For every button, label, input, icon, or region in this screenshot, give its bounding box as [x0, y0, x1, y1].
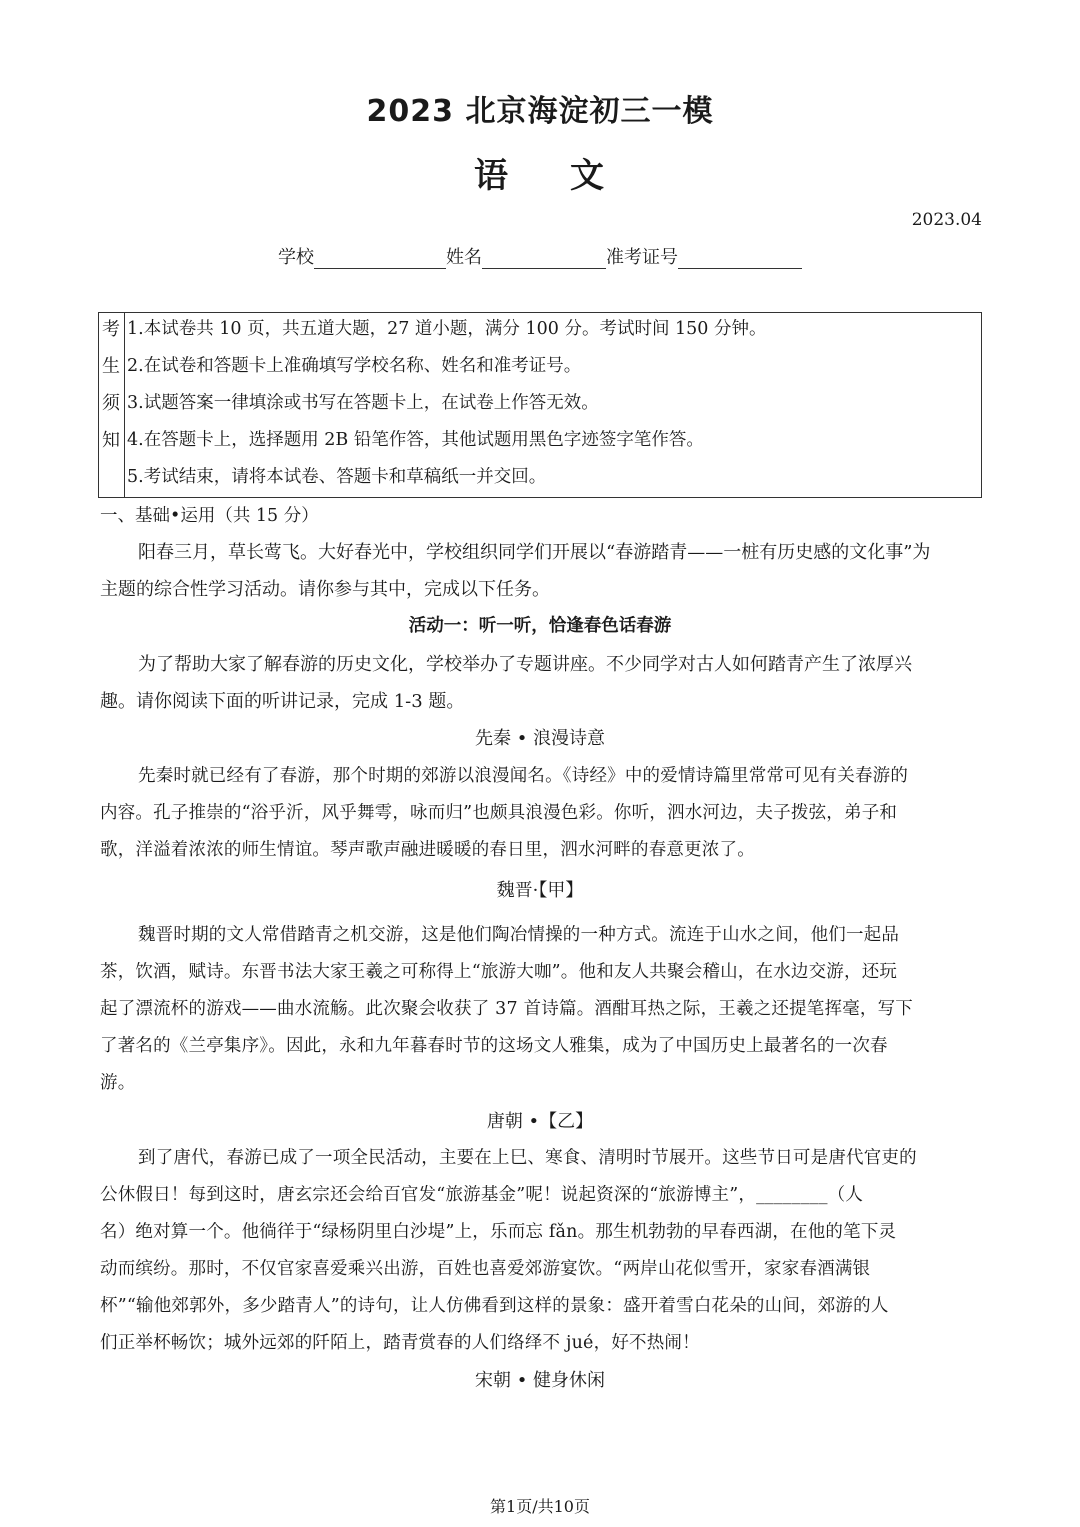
name-label: 姓名: [446, 247, 482, 268]
exam-date: 2023.04: [911, 210, 982, 230]
school-label: 学校: [278, 247, 314, 268]
passage-line: 动而缤纷。那时，不仅官家喜爱乘兴出游，百姓也喜爱郊游宴饮。“两岸山花似雪开，家家春酒满银: [100, 1259, 871, 1279]
notice-rule: 4.在答题卡上，选择题用 2B 铅笔作答，其他试题用黑色字迹签字笔作答。: [127, 430, 704, 450]
passage-line: 到了唐代，春游已成了一项全民活动，主要在上巳、寒食、清明时节展开。这些节日可是唐代官吏的: [138, 1148, 917, 1168]
name-blank: [482, 248, 606, 269]
exam-notice-box: [98, 312, 982, 498]
notice-rule: 1.本试卷共 10 页，共五道大题，27 道小题，满分 100 分。考试时间 150 分钟。: [127, 319, 767, 339]
intro-line: 主题的综合性学习活动。请你参与其中，完成以下任务。: [100, 579, 550, 600]
activity-title: 活动一：听一听，恰逢春色话春游: [408, 616, 672, 636]
passage-line: 魏晋时期的文人常借踏青之机交游，这是他们陶冶情操的一种方式。流连于山水之间，他们一起品: [138, 925, 900, 945]
notice-label: [99, 313, 125, 497]
passage-line: 公休假日！每到这时，唐玄宗还会给百官发“旅游基金”呢！说起资深的“旅游博主”，________（人: [100, 1185, 864, 1205]
notice-label-char: 须: [102, 393, 120, 414]
exam-id-blank: [678, 248, 802, 269]
passage-heading: 宋朝 • 健身休闲: [474, 1370, 606, 1391]
passage-heading: 先秦 • 浪漫诗意: [474, 728, 606, 749]
passage-line: 们正举杯畅饮；城外远郊的阡陌上，踏青赏春的人们络绎不 jué，好不热闹！: [100, 1333, 700, 1353]
passage-line: 名）绝对算一个。他徜徉于“绿杨阴里白沙堤”上，乐而忘 fǎn。那生机勃勃的早春西湖，在他的笔下灵: [100, 1222, 897, 1242]
activity-line: 为了帮助大家了解春游的历史文化，学校举办了专题讲座。不少同学对古人如何踏青产生了浓厚兴: [138, 654, 912, 675]
intro-line: 阳春三月，草长莺飞。大好春光中，学校组织同学们开展以“春游踏青——一桩有历史感的文化事”为: [138, 542, 931, 563]
subject-char: 语: [474, 156, 510, 196]
notice-rule: 3.试题答案一律填涂或书写在答题卡上，在试卷上作答无效。: [127, 393, 599, 413]
notice-rule: 2.在试卷和答题卡上准确填写学校名称、姓名和准考证号。: [127, 356, 582, 376]
student-info-fields: [0, 243, 1080, 269]
activity-line: 趣。请你阅读下面的听讲记录，完成 1-3 题。: [100, 691, 465, 712]
passage-line: 杯”“输他郊郭外，多少踏青人”的诗句，让人仿佛看到这样的景象：盛开着雪白花朵的山间，郊游的人: [100, 1296, 889, 1316]
notice-label-char: 考: [102, 319, 120, 340]
passage-line: 歌，洋溢着浓浓的师生情谊。琴声歌声融进暖暖的春日里，泗水河畔的春意更浓了。: [100, 840, 755, 860]
school-blank: [314, 248, 446, 269]
notice-label-char: 生: [102, 356, 120, 377]
passage-line: 内容。孔子推崇的“浴乎沂，风乎舞雩，咏而归”也颇具浪漫色彩。你听，泗水河边，夫子拨弦，弟子和: [100, 803, 898, 823]
subject-title: [0, 148, 1080, 197]
passage-line: 茶，饮酒，赋诗。东晋书法大家王羲之可称得上“旅游大咖”。他和友人共聚会稽山，在水边交游，还玩: [100, 962, 898, 982]
page-footer: 第1页/共10页: [490, 1497, 590, 1516]
notice-label-char: 知: [102, 430, 120, 451]
exam-id-label: 准考证号: [606, 247, 678, 268]
passage-line: 起了漂流杯的游戏——曲水流觞。此次聚会收获了 37 首诗篇。酒酣耳热之际，王羲之还提笔挥毫，写下: [100, 999, 913, 1019]
subject-char: 文: [570, 156, 606, 196]
notice-rule: 5.考试结束，请将本试卷、答题卡和草稿纸一并交回。: [127, 467, 547, 487]
passage-line: 了著名的《兰亭集序》。因此，永和九年暮春时节的这场文人雅集，成为了中国历史上最著名的一次春: [100, 1036, 888, 1056]
passage-heading: 唐朝 •【乙】: [486, 1111, 594, 1132]
passage-line: 游。: [100, 1073, 136, 1093]
section-heading: 一、基础•运用（共 15 分）: [100, 506, 319, 526]
passage-line: 先秦时就已经有了春游，那个时期的郊游以浪漫闻名。《诗经》中的爱情诗篇里常常可见有关春游的: [138, 766, 909, 786]
passage-heading: 魏晋·【甲】: [496, 880, 584, 901]
exam-title: 2023 北京海淀初三一模: [366, 94, 714, 129]
